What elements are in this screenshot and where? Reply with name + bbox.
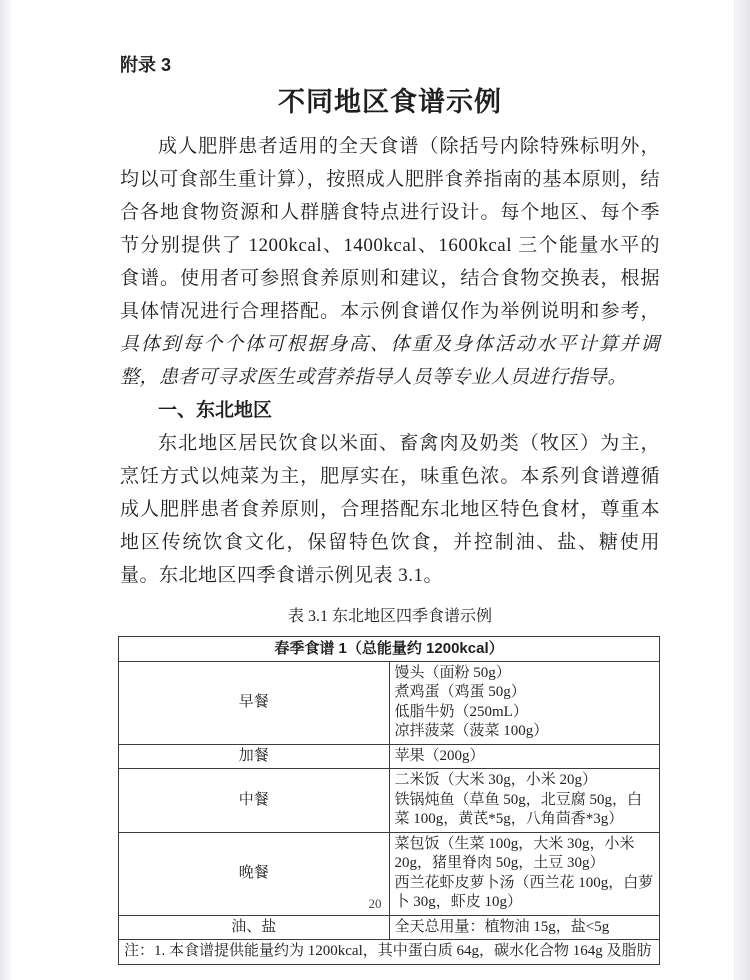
page-number: 20: [368, 896, 382, 911]
meal-items-cell: [389, 769, 660, 833]
table-caption: 表 3.1 东北地区四季食谱示例: [287, 608, 492, 625]
intro-paragraph-normal: 成人肥胖患者适用的全天食谱（除括号内除特殊标明外，均以可食部生重计算），按照成人肥胖食养指南的基本原则，结合各地食物资源和人群膳食特点进行设计。每个地区、每个季节分别提供了 1200kcal、1400kcal、1600kcal 三个能量水平的食谱。使用者可参照食养原则和建议，结合食物交换表，根据具体情况进行合理搭配。本示例食谱仅作为举例说明和参考，: [120, 136, 660, 322]
meal-items-cell: [389, 915, 660, 940]
meal-label-cell: 中餐: [119, 769, 390, 833]
table-row: [119, 915, 660, 940]
meal-items-cell: [389, 744, 660, 769]
page-edge-right: [734, 0, 750, 980]
document-title: 不同地区食谱示例: [278, 87, 502, 117]
page-content: [120, 52, 660, 965]
recipe-table-body: [119, 637, 660, 965]
dish-item: 馒头（面粉 50g）: [394, 664, 511, 681]
dish-item: 苹果（200g）: [394, 747, 485, 764]
dish-item: 铁锅炖鱼（草鱼 50g，北豆腐 50g，白菜 100g，黄芪*5g，八角茴香*3g）: [394, 791, 643, 827]
table-row: [119, 769, 660, 833]
table-note-cell: 注：1. 本食谱提供能量约为 1200kcal，其中蛋白质 64g，碳水化合物 164g 及脂肪: [119, 940, 660, 965]
recipe-table: [118, 636, 660, 965]
northeast-paragraph: 东北地区居民饮食以米面、畜禽肉及奶类（牧区）为主，烹饪方式以炖菜为主，肥厚实在，味重色浓。本系列食谱遵循成人肥胖患者食养原则，合理搭配东北地区特色食材，尊重本地区传统饮食文化，保留特色饮食，并控制油、盐、糖使用量。东北地区四季食谱示例见表 3.1。: [120, 433, 660, 586]
dish-item: 煮鸡蛋（鸡蛋 50g）: [394, 684, 526, 700]
table-header-cell: 春季食谱 1（总能量约 1200kcal）: [119, 637, 660, 662]
table-row: [119, 661, 660, 744]
table-row: [119, 744, 660, 769]
dish-item: 全天总用量：植物油 15g，盐<5g: [394, 918, 610, 935]
meal-label-cell: 加餐: [119, 744, 390, 769]
intro-paragraph: [120, 130, 660, 394]
dish-item: 凉拌菠菜（菠菜 100g）: [394, 723, 549, 739]
page-edge-left: [0, 0, 13, 980]
dish-item: 低脂牛奶（250mL）: [394, 703, 528, 720]
appendix-label: 附录 3: [120, 55, 172, 75]
intro-paragraph-emphasis: 具体到每个个体可根据身高、体重及身体活动水平计算并调整，患者可寻求医生或营养指导人员等专业人员进行指导。: [120, 334, 660, 388]
dish-item: 二米饭（大米 30g，小米 20g）: [394, 772, 598, 788]
dish-item: 西兰花虾皮萝卜汤（西兰花 100g，白萝卜 30g，虾皮 10g）: [394, 874, 654, 910]
dish-item: 菜包饭（生菜 100g，大米 30g，小米 20g，猪里脊肉 50g，土豆 30g）: [394, 835, 635, 871]
meal-label-cell: 晚餐: [119, 832, 390, 915]
section-heading-northeast: 一、东北地区: [158, 400, 273, 421]
meal-label-cell: 早餐: [119, 661, 390, 744]
meal-items-cell: [389, 661, 660, 744]
meal-label-cell: 油、盐: [119, 915, 390, 940]
